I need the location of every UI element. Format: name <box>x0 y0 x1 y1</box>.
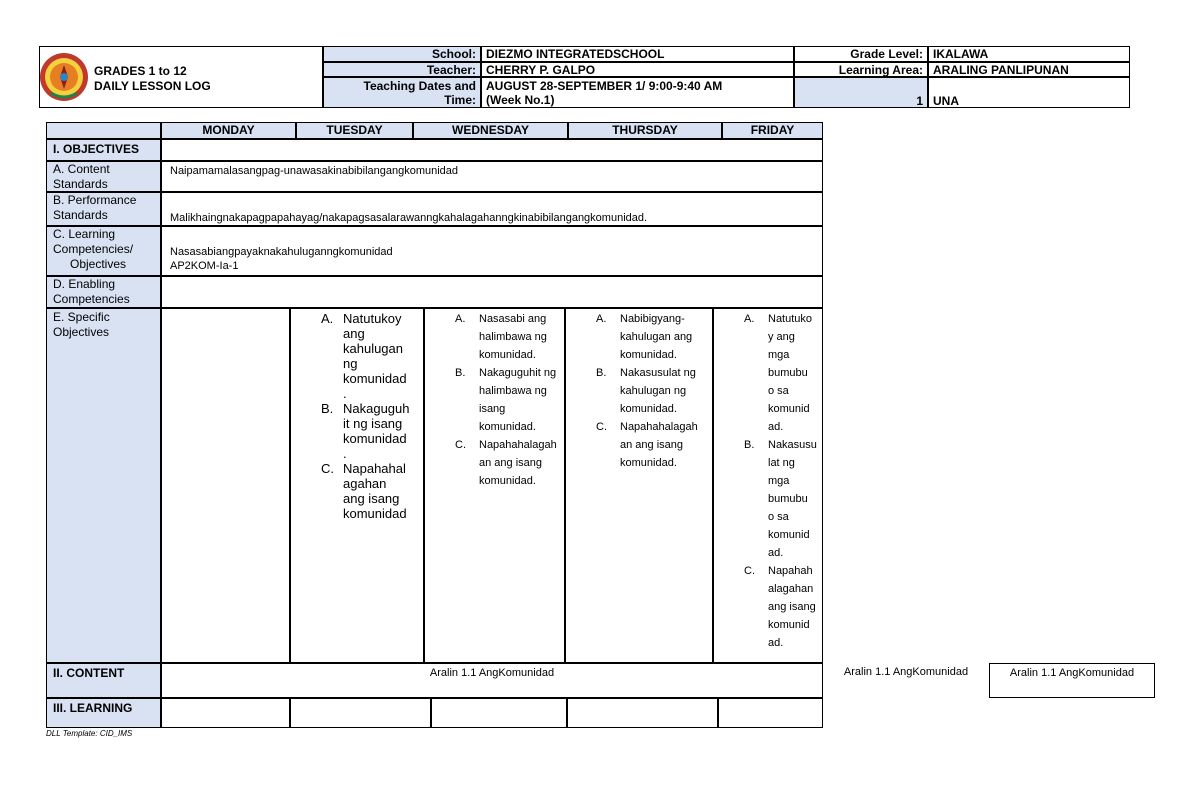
specific-wednesday <box>424 308 565 663</box>
tuesday-objective-a-line: ang <box>343 326 365 341</box>
friday-objective-a-line: bumubu <box>768 367 808 379</box>
wednesday-objective-c <box>455 436 562 490</box>
learning-area-label: Learning Area: <box>794 62 928 77</box>
enabling-competencies-label-line1: D. Enabling <box>53 277 116 291</box>
teacher-label: Teacher: <box>323 62 481 77</box>
thursday-objective-b <box>596 364 710 418</box>
friday-objective-b-line: mga <box>768 475 790 487</box>
enabling-competencies-value <box>161 276 823 308</box>
friday-objective-c <box>744 562 820 652</box>
learning-competencies-label-line2: Competencies/ <box>53 242 134 256</box>
thursday-objective-a <box>596 310 710 364</box>
friday-objective-a-line: komunid <box>768 403 810 415</box>
thursday-objective-list <box>596 310 710 472</box>
learning-thursday <box>567 698 718 728</box>
learning-competencies-label-line3: Objectives <box>70 257 127 271</box>
learning-competencies-label <box>46 226 161 276</box>
content-standards-label <box>46 161 161 192</box>
teaching-dates-label-line2: Time: <box>444 93 476 107</box>
tuesday-objective-a <box>321 311 419 401</box>
tuesday-objective-b-line: . <box>343 446 347 461</box>
friday-objective-b-line: komunid <box>768 529 810 541</box>
tuesday-objective-b-line: Nakaguguh <box>343 401 410 416</box>
performance-standards-label-line1: B. Performance <box>53 193 137 207</box>
school-value: DIEZMO INTEGRATEDSCHOOL <box>481 46 794 62</box>
grade-level-label: Grade Level: <box>794 46 928 62</box>
tuesday-objective-a-line: ng <box>343 356 358 371</box>
friday-objective-c-line: komunid <box>768 619 810 631</box>
friday-objective-b-line: ad. <box>768 547 784 559</box>
wednesday-objective-a <box>455 310 562 364</box>
friday-objective-a-key: A. <box>744 313 755 325</box>
teacher-value: CHERRY P. GALPO <box>481 62 794 77</box>
header-title-line2: DAILY LESSON LOG <box>94 79 211 93</box>
tuesday-objective-c-line: Napahahal <box>343 461 406 476</box>
content-extra-1: Aralin 1.1 AngKomunidad <box>843 666 969 678</box>
friday-objective-b-line: Nakasusu <box>768 439 817 451</box>
content-extra-2 <box>989 663 1155 698</box>
specific-objectives-label <box>46 308 161 663</box>
quarter-label <box>794 77 928 108</box>
tuesday-objective-c-key: C. <box>321 461 334 476</box>
tuesday-objective-b-line: it ng isang <box>343 416 403 431</box>
learning-monday <box>161 698 290 728</box>
friday-objective-list <box>744 310 820 652</box>
enabling-competencies-label-line2: Competencies <box>53 292 130 306</box>
friday-objective-b-line: lat ng <box>768 457 795 469</box>
grade-level-value: IKALAWA <box>928 46 1130 62</box>
content-standards-label-line2: Standards <box>53 177 108 191</box>
specific-monday <box>161 308 290 663</box>
tuesday-objective-a-line: komunidad <box>343 371 407 386</box>
teaching-dates-value <box>481 77 794 108</box>
specific-tuesday <box>290 308 424 663</box>
specific-thursday <box>565 308 713 663</box>
thursday-objective-b-line: komunidad. <box>620 403 677 415</box>
teaching-dates-value-line2: (Week No.1) <box>486 93 555 107</box>
friday-objective-c-line: Napahah <box>768 565 813 577</box>
day-tuesday: TUESDAY <box>296 122 413 139</box>
template-footer: DLL Template: CID_IMS <box>46 729 133 738</box>
day-thursday: THURSDAY <box>568 122 722 139</box>
wednesday-objective-a-line: komunidad. <box>479 349 536 361</box>
thursday-objective-a-key: A. <box>596 313 607 325</box>
tuesday-objective-a-line: kahulugan <box>343 341 403 356</box>
wednesday-objective-b-line: Nakaguguhit ng <box>479 367 557 379</box>
learning-friday <box>718 698 823 728</box>
learning-competencies-text: Nasasabiangpayaknakahuluganngkomunidad <box>170 246 393 258</box>
day-wednesday: WEDNESDAY <box>413 122 568 139</box>
thursday-objective-b-line: Nakasusulat ng <box>620 367 696 379</box>
content-extra-2-text: Aralin 1.1 AngKomunidad <box>1009 667 1135 679</box>
wednesday-objective-b-line: halimbawa ng <box>479 385 547 397</box>
quarter-number: 1 <box>916 94 923 108</box>
specific-objectives-label-line1: E. Specific <box>53 310 110 324</box>
learning-label: III. LEARNING <box>46 698 161 728</box>
school-label: School: <box>323 46 481 62</box>
thursday-objective-c-key: C. <box>596 421 607 433</box>
tuesday-objective-b-line: komunidad <box>343 431 407 446</box>
thursday-objective-c <box>596 418 710 472</box>
wednesday-objective-c-line: Napahahalagah <box>479 439 557 451</box>
content-label: II. CONTENT <box>46 663 161 698</box>
corner-cell <box>46 122 161 139</box>
friday-objective-a-line: y ang <box>768 331 795 343</box>
friday-objective-a-line: ad. <box>768 421 784 433</box>
learning-competencies-label-line1: C. Learning <box>53 227 116 241</box>
thursday-objective-a-line: Nabibigyang- <box>620 313 685 325</box>
performance-standards-label-line2: Standards <box>53 208 108 222</box>
teaching-dates-value-line1: AUGUST 28-SEPTEMBER 1/ 9:00-9:40 AM <box>486 79 723 93</box>
friday-objective-b-line: o sa <box>768 511 789 523</box>
wednesday-objective-a-key: A. <box>455 313 466 325</box>
thursday-objective-c-line: an ang isang <box>620 439 683 451</box>
content-value <box>161 663 823 698</box>
wednesday-objective-a-line: halimbawa ng <box>479 331 547 343</box>
learning-tuesday <box>290 698 431 728</box>
content-value-text: Aralin 1.1 AngKomunidad <box>429 667 555 679</box>
friday-objective-b-key: B. <box>744 439 755 451</box>
tuesday-objective-c-line: komunidad <box>343 506 407 521</box>
wednesday-objective-a-line: Nasasabi ang <box>479 313 547 325</box>
friday-objective-a-line: o sa <box>768 385 789 397</box>
wednesday-objective-b <box>455 364 562 436</box>
tuesday-objective-b-key: B. <box>321 401 334 416</box>
friday-objective-c-line: ad. <box>768 637 784 649</box>
day-friday: FRIDAY <box>722 122 823 139</box>
friday-objective-c-line: ang isang <box>768 601 816 613</box>
specific-objectives-label-line2: Objectives <box>53 325 110 339</box>
tuesday-objective-a-key: A. <box>321 311 334 326</box>
thursday-objective-a-line: kahulugan ang <box>620 331 693 343</box>
quarter-value <box>928 77 1130 108</box>
friday-objective-a-line: mga <box>768 349 790 361</box>
thursday-objective-a-line: komunidad. <box>620 349 677 361</box>
day-monday: MONDAY <box>161 122 296 139</box>
performance-standards-label <box>46 192 161 226</box>
learning-competencies-code: AP2KOM-Ia-1 <box>170 260 239 272</box>
school-seal-logo <box>39 49 89 105</box>
tuesday-objective-b <box>321 401 419 461</box>
wednesday-objective-c-line: an ang isang <box>479 457 542 469</box>
tuesday-objective-list <box>321 311 419 521</box>
friday-objective-c-key: C. <box>744 565 755 577</box>
specific-friday <box>713 308 823 663</box>
tuesday-objective-a-line: . <box>343 386 347 401</box>
enabling-competencies-label <box>46 276 161 308</box>
content-standards-text: Naipamamalasangpag-unawasakinabibilangangkomunidad <box>170 165 459 177</box>
learning-competencies-value <box>161 226 823 276</box>
friday-objective-b <box>744 436 820 562</box>
wednesday-objective-b-key: B. <box>455 367 466 379</box>
wednesday-objective-c-line: komunidad. <box>479 475 536 487</box>
tuesday-objective-c-line: ang isang <box>343 491 400 506</box>
performance-standards-value <box>161 192 823 226</box>
performance-standards-text: Malikhaingnakapagpapahayag/nakapagsasalarawanngkahalagahanngkinabibilangangkomunidad. <box>170 212 648 224</box>
friday-objective-b-line: bumubu <box>768 493 808 505</box>
content-standards-label-line1: A. Content <box>53 162 110 176</box>
friday-objective-a-line: Natutuko <box>768 313 813 325</box>
wednesday-objective-list <box>455 310 562 490</box>
thursday-objective-b-line: kahulugan ng <box>620 385 687 397</box>
objectives-label: I. OBJECTIVES <box>46 139 161 161</box>
learning-area-value: ARALING PANLIPUNAN <box>928 62 1130 77</box>
wednesday-objective-b-line: komunidad. <box>479 421 536 433</box>
thursday-objective-b-key: B. <box>596 367 607 379</box>
learning-wednesday <box>431 698 567 728</box>
objectives-row-body <box>161 139 823 161</box>
teaching-dates-label-line1: Teaching Dates and <box>363 79 476 93</box>
tuesday-objective-c <box>321 461 419 521</box>
quarter-value-text: UNA <box>933 94 959 108</box>
tuesday-objective-c-line: agahan <box>343 476 387 491</box>
wednesday-objective-c-key: C. <box>455 439 466 451</box>
teaching-dates-label <box>323 77 481 108</box>
friday-objective-a <box>744 310 820 436</box>
wednesday-objective-b-line: isang <box>479 403 506 415</box>
header-title-line1: GRADES 1 to 12 <box>94 64 187 78</box>
thursday-objective-c-line: Napahahalagah <box>620 421 698 433</box>
content-standards-value <box>161 161 823 192</box>
tuesday-objective-a-line: Natutukoy <box>343 311 402 326</box>
thursday-objective-c-line: komunidad. <box>620 457 677 469</box>
friday-objective-c-line: alagahan <box>768 583 814 595</box>
